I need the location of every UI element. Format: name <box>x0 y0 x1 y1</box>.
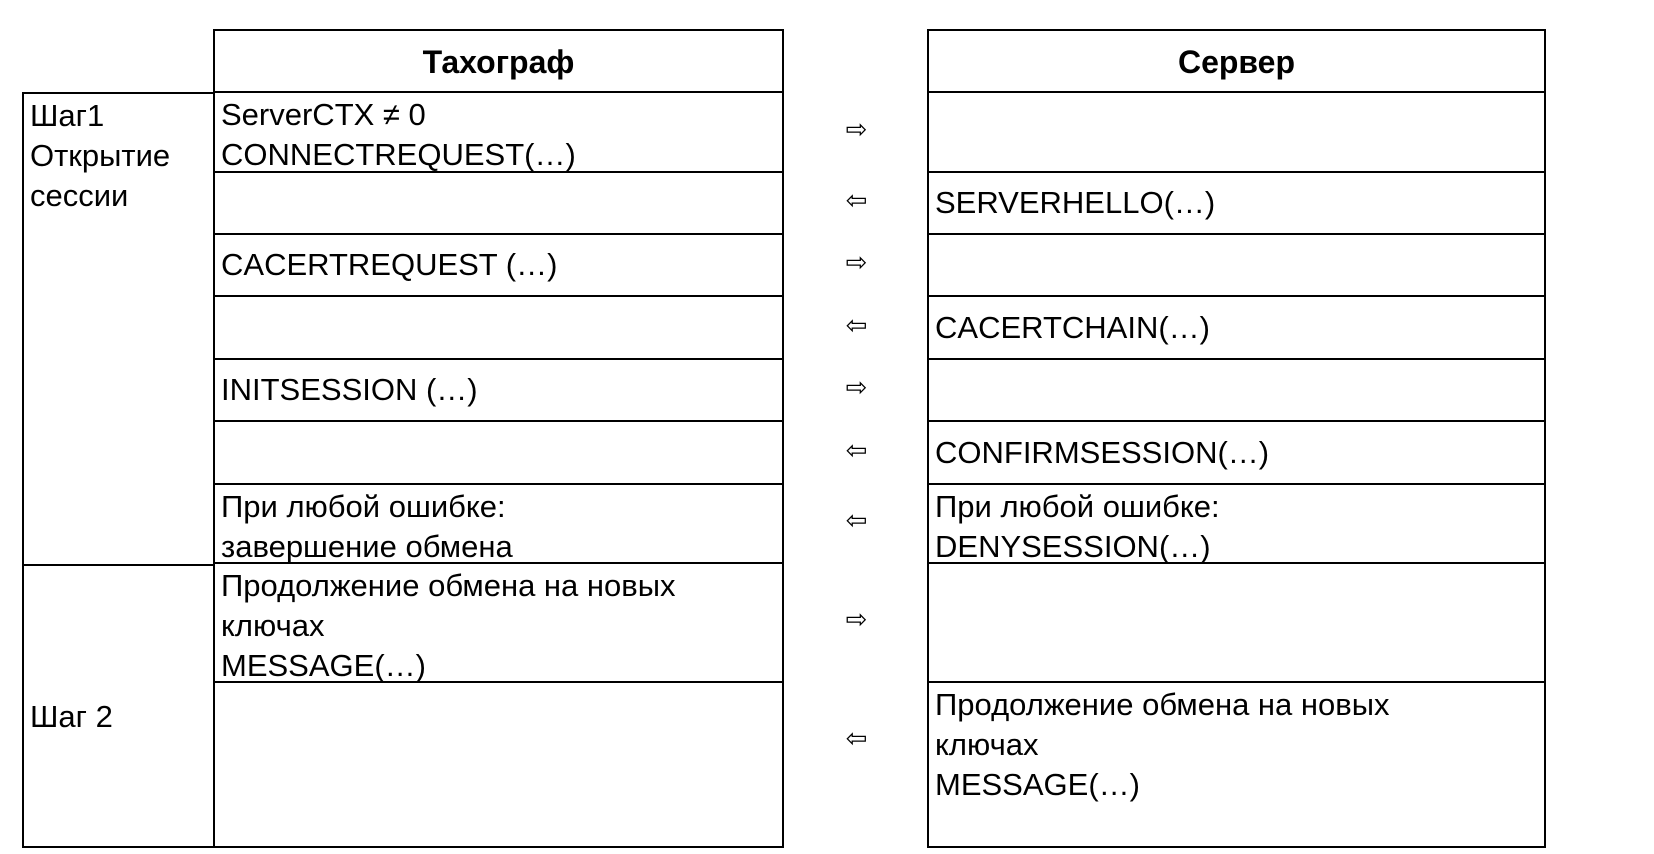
arrow-column <box>784 29 929 848</box>
tachograph-column <box>213 29 784 848</box>
server-header: Сервер <box>1177 43 1296 80</box>
server-row-8 <box>929 564 1550 681</box>
server-row-6: CONFIRMSESSION(…) <box>935 434 1270 470</box>
tachograph-row-9 <box>215 683 788 798</box>
tachograph-header: Тахограф <box>422 43 575 80</box>
arrow-left-icon: ⇦ <box>845 436 868 466</box>
arrow-left-icon: ⇦ <box>845 724 868 754</box>
tachograph-row-1: ServerCTX ≠ 0 CONNECTREQUEST(…) <box>221 97 576 172</box>
server-column <box>927 29 1546 848</box>
tachograph-row-3: CACERTREQUEST (…) <box>221 247 558 282</box>
tachograph-row-7: При любой ошибке: завершение обмена <box>221 489 513 564</box>
tachograph-row-4 <box>215 297 788 358</box>
server-row-1 <box>929 93 1550 171</box>
step-2-label: Шаг 2 <box>30 699 113 734</box>
step-column <box>22 92 215 848</box>
server-row-4: CACERTCHAIN(…) <box>935 309 1210 345</box>
arrow-left-icon: ⇦ <box>845 311 868 341</box>
arrow-right-icon: ⇨ <box>845 115 868 145</box>
tachograph-row-2 <box>215 173 788 233</box>
arrow-right-icon: ⇨ <box>845 605 868 635</box>
tachograph-row-6 <box>215 422 788 483</box>
server-row-7: При любой ошибке: DENYSESSION(…) <box>935 489 1220 564</box>
tachograph-row-8: Продолжение обмена на новых ключах MESSAGE(…) <box>221 568 676 683</box>
server-row-9: Продолжение обмена на новых ключах MESSAGE(…) <box>935 687 1390 802</box>
tachograph-row-5: INITSESSION (…) <box>221 372 478 407</box>
arrow-right-icon: ⇨ <box>845 248 868 278</box>
server-row-2: SERVERHELLO(…) <box>935 185 1216 220</box>
step-1-label: Шаг1 Открытие сессии <box>30 98 171 213</box>
arrow-right-icon: ⇨ <box>845 373 868 403</box>
server-row-5 <box>929 360 1550 420</box>
arrow-left-icon: ⇦ <box>845 506 868 536</box>
server-row-3 <box>929 235 1550 295</box>
arrow-left-icon: ⇦ <box>845 186 868 216</box>
